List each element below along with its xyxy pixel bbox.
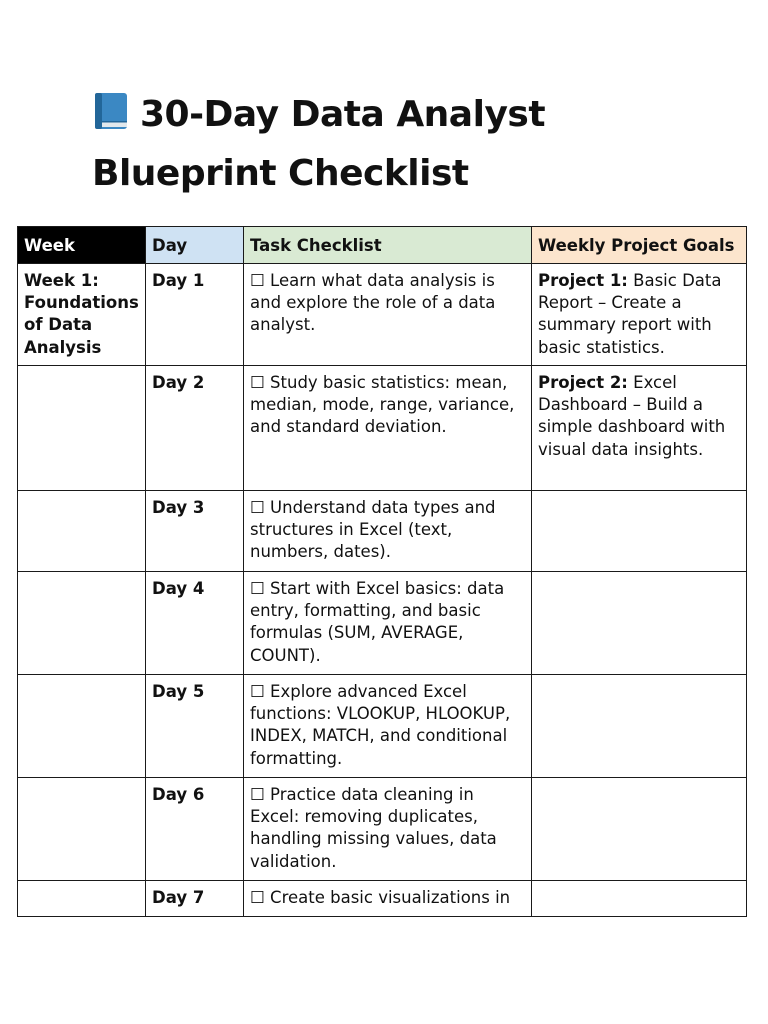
title-line-1: 30-Day Data Analyst: [140, 94, 546, 135]
blue-book-icon: [92, 91, 130, 147]
table-row: [18, 881, 747, 917]
task-text: Start with Excel basics: data entry, formatting, and basic formulas (SUM, AVERAGE, COUNT).: [250, 579, 505, 665]
task-cell: [244, 881, 532, 917]
day-cell: Day 1: [146, 264, 244, 366]
document-title: [92, 88, 692, 201]
header-week: Week: [18, 227, 146, 264]
day-cell: Day 2: [146, 366, 244, 491]
project-text: Excel Dashboard – Build a simple dashboard with visual data insights.: [538, 373, 726, 459]
week-cell: [18, 366, 146, 491]
table-body: [18, 264, 747, 917]
goal-cell: [532, 572, 747, 675]
checklist-table: [17, 226, 747, 917]
goal-cell: [532, 491, 747, 572]
week-cell: Week 1: Foundations of Data Analysis: [18, 264, 146, 366]
day-cell: Day 5: [146, 675, 244, 778]
goal-cell: [532, 366, 747, 491]
task-cell: [244, 491, 532, 572]
checkbox-icon[interactable]: ☐: [250, 785, 265, 804]
goal-cell: [532, 675, 747, 778]
task-text: Study basic statistics: mean, median, mode, range, variance, and standard deviation.: [250, 373, 515, 437]
week-cell: [18, 881, 146, 917]
checkbox-icon[interactable]: ☐: [250, 271, 265, 290]
day-cell: Day 6: [146, 778, 244, 881]
project-label: Project 1:: [538, 271, 628, 290]
day-cell: Day 3: [146, 491, 244, 572]
checkbox-icon[interactable]: ☐: [250, 682, 265, 701]
week-cell: [18, 778, 146, 881]
task-cell: [244, 572, 532, 675]
week-cell: [18, 572, 146, 675]
day-cell: Day 4: [146, 572, 244, 675]
header-day: Day: [146, 227, 244, 264]
checkbox-icon[interactable]: ☐: [250, 373, 265, 392]
task-cell: [244, 366, 532, 491]
goal-cell: [532, 264, 747, 366]
checkbox-icon[interactable]: ☐: [250, 579, 265, 598]
table-header-row: [18, 227, 747, 264]
project-label: Project 2:: [538, 373, 628, 392]
task-text: Practice data cleaning in Excel: removing duplicates, handling missing values, data validation.: [250, 785, 497, 871]
goal-cell: [532, 881, 747, 917]
day-cell: Day 7: [146, 881, 244, 917]
table-row: [18, 675, 747, 778]
header-task-checklist: Task Checklist: [244, 227, 532, 264]
project-text: Basic Data Report – Create a summary report with basic statistics.: [538, 271, 722, 357]
task-cell: [244, 778, 532, 881]
task-text: Create basic visualizations in: [270, 888, 511, 907]
table-row: [18, 366, 747, 491]
table-row: [18, 778, 747, 881]
week-cell: [18, 491, 146, 572]
task-cell: [244, 264, 532, 366]
task-text: Explore advanced Excel functions: VLOOKUP, HLOOKUP, INDEX, MATCH, and conditional formatting.: [250, 682, 511, 768]
goal-cell: [532, 778, 747, 881]
table-row: [18, 572, 747, 675]
table-row: [18, 491, 747, 572]
table-row: [18, 264, 747, 366]
header-weekly-project-goals: Weekly Project Goals: [532, 227, 747, 264]
task-text: Learn what data analysis is and explore the role of a data analyst.: [250, 271, 496, 335]
checkbox-icon[interactable]: ☐: [250, 888, 265, 907]
title-line-2: Blueprint Checklist: [92, 153, 469, 194]
task-cell: [244, 675, 532, 778]
checkbox-icon[interactable]: ☐: [250, 498, 265, 517]
week-cell: [18, 675, 146, 778]
task-text: Understand data types and structures in Excel (text, numbers, dates).: [250, 498, 496, 562]
